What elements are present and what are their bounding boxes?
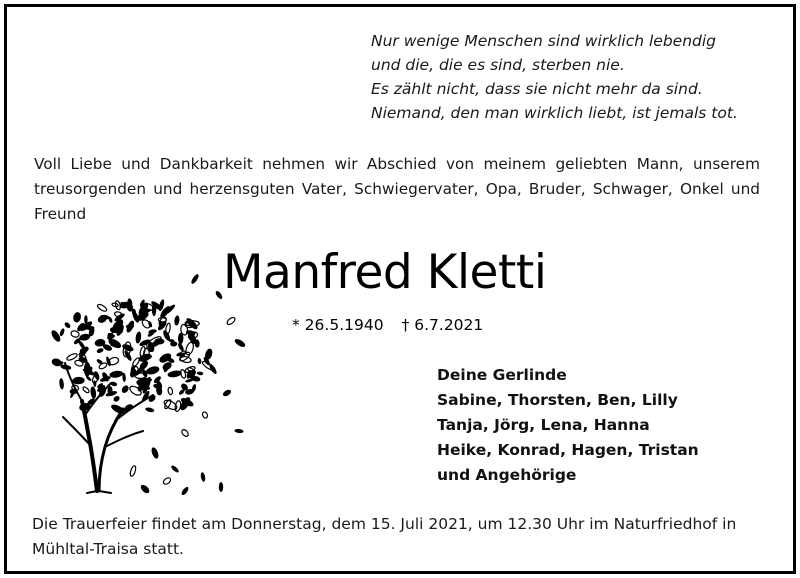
leaf (219, 482, 223, 492)
mourner-line: Sabine, Thorsten, Ben, Lilly (437, 391, 678, 409)
leaf (174, 315, 180, 326)
leaf (181, 428, 190, 437)
leaf (96, 347, 104, 354)
leaf (167, 387, 173, 395)
death-date: † 6.7.2021 (401, 316, 484, 334)
leaf (112, 395, 120, 403)
leaf (145, 365, 160, 376)
leaf (202, 411, 209, 419)
leaf (93, 380, 96, 387)
windblown-tree-icon (35, 265, 257, 495)
life-dates (292, 314, 501, 336)
leaf (59, 378, 65, 390)
leaf (72, 377, 85, 385)
mourner-line: und Angehörige (437, 466, 577, 484)
leaf (96, 303, 107, 312)
poem-line: Es zählt nicht, dass sie nicht mehr da sind. (371, 80, 703, 98)
leaf (222, 388, 232, 397)
leaf (197, 371, 204, 375)
leaf (79, 333, 91, 341)
mourners-list (437, 363, 699, 488)
leaf (109, 370, 123, 379)
leaf (170, 341, 177, 346)
mourner-line: Tanja, Jörg, Lena, Hanna (437, 416, 650, 434)
leaf (214, 290, 223, 300)
birth-date: * 26.5.1940 (292, 316, 384, 334)
leaf (64, 321, 72, 329)
leaf (170, 464, 180, 473)
leaf (162, 477, 172, 486)
leaf (139, 483, 151, 494)
poem-line: und die, die es sind, sterben nie. (371, 56, 625, 74)
leaf (226, 316, 236, 326)
leaf (50, 329, 62, 343)
poem-line: Nur wenige Menschen sind wirklich lebendig (371, 32, 717, 50)
tree-leaves (50, 298, 216, 416)
leaf (82, 386, 90, 394)
mourner-line: Heike, Konrad, Hagen, Tristan (437, 441, 699, 459)
leaf (145, 407, 155, 413)
leaf (110, 381, 118, 387)
leaf (174, 400, 181, 412)
leaf (105, 356, 112, 367)
mourner-line: Deine Gerlinde (437, 366, 567, 384)
leaf (234, 428, 244, 433)
obituary-notice (4, 4, 796, 574)
leaf (135, 331, 142, 344)
leaf (70, 389, 78, 394)
leaf (233, 337, 246, 348)
leaf (150, 446, 160, 459)
funeral-info: Die Trauerfeier findet am Donnerstag, dem 15. Juli 2021, um 12.30 Uhr im Naturfriedhof in Mühltal-Traisa statt. (32, 515, 737, 558)
leaf (129, 465, 137, 477)
leaf (158, 352, 173, 365)
leaf (90, 386, 97, 399)
leaf (190, 273, 200, 285)
leaf (200, 472, 206, 482)
leaf (197, 358, 201, 365)
leaf (59, 328, 65, 337)
leaf (180, 486, 189, 495)
poem-quote (371, 29, 771, 125)
deceased-name: Manfred Kletti (223, 245, 547, 300)
farewell-text: Voll Liebe und Dankbarkeit nehmen wir Abschied von meinem geliebten Mann, unserem treusorgenden und herzensguten Vater, Schwiegervater, Opa, Bruder, Schwager, Onkel und Freund (34, 155, 760, 223)
poem-line: Niemand, den man wirklich liebt, ist jemals tot. (371, 104, 738, 122)
leaf (120, 384, 130, 394)
leaf (72, 311, 82, 323)
